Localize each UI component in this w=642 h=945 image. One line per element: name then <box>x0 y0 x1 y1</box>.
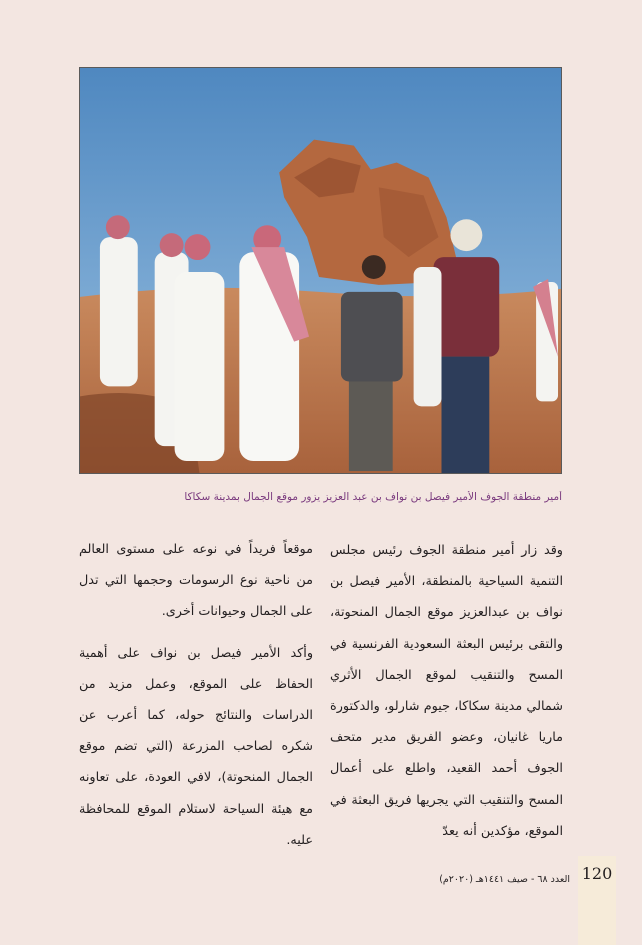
page-number: 120 <box>581 864 613 883</box>
article-column-left <box>79 534 313 856</box>
article-paragraph: وقد زار أمير منطقة الجوف رئيس مجلس التنمية السياحية بالمنطقة، الأمير فيصل بن نواف بن عبدالعزيز موقع الجمال المنحوتة، والتقى برئيس البعثة السعودية الفرنسية في المسح والتنقيب لموقع الجمال الأثري شمالي مدينة سكاكا، جيوم شارلو، والدكتورة ماريا غانيان، وعضو الفريق مدير متحف الجوف أحمد القعيد، واطلع على أعمال المسح والتنقيب التي يجريها فريق البعثة في الموقع، مؤكدين أنه يعدّ <box>330 543 563 839</box>
photo-caption: أمير منطقة الجوف الأمير فيصل بن نواف بن عبد العزيز يزور موقع الجمال بمدينة سكاكا <box>184 491 562 503</box>
article-paragraph: وأكد الأمير فيصل بن نواف على أهمية الحفاظ على الموقع، وعمل مزيد من الدراسات والنتائج حوله، كما أعرب عن شكره لصاحب المزرعة (التي تضم موقع الجمال المنحوتة)، لافي العودة، على تعاونه مع هيئة السياحة لاستلام الموقع للمحافظة عليه. <box>79 645 313 848</box>
issue-info: العدد ٦٨ - صيف ١٤٤١هـ (٢٠٢٠م) <box>439 874 570 885</box>
article-photo <box>79 67 562 474</box>
article-column-right <box>330 535 563 847</box>
page-number-tab <box>578 856 616 945</box>
article-paragraph: موقعاً فريداً في نوعه على مستوى العالم من ناحية نوع الرسومات وحجمها التي تدل على الجمال وحيوانات أخرى. <box>79 542 313 620</box>
photo-desert-visit-icon <box>80 68 561 473</box>
